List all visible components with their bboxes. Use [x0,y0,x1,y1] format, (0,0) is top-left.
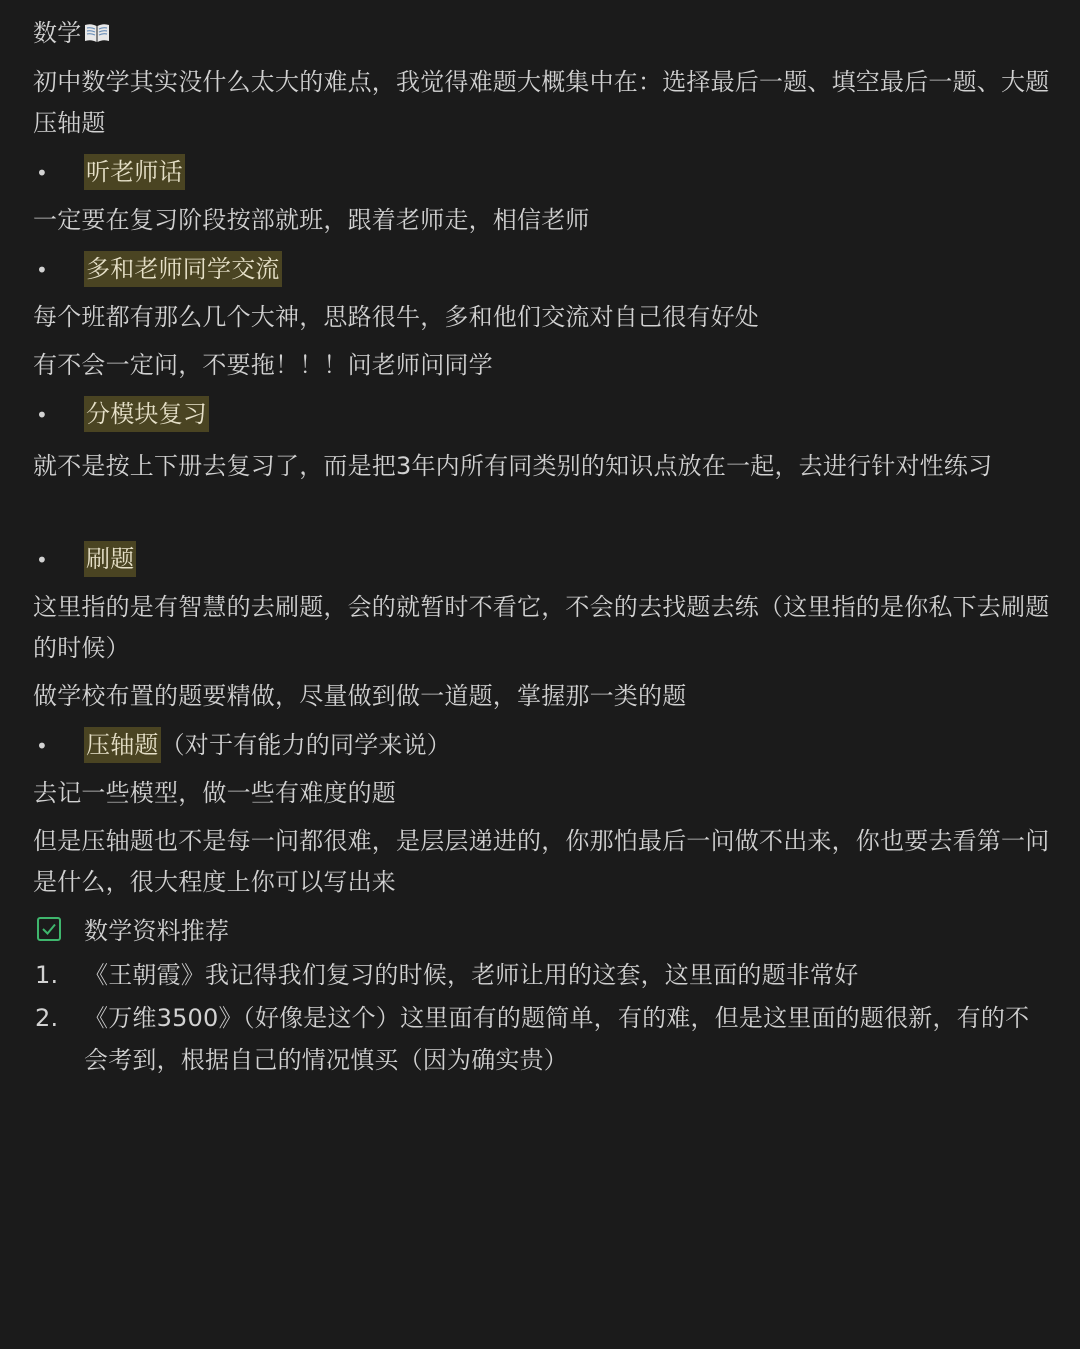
section-5-line-2: 但是压轴题也不是每一问都很难，是层层递进的，你那怕最后一问做不出来，你也要去看第一问是什么，很大程度上你可以写出来 [33,827,1050,896]
checkmark-icon [39,919,59,939]
section-1-line-1: 一定要在复习阶段按部就班，跟着老师走，相信老师 [33,206,590,234]
bullet-dot: • [36,403,48,427]
recommendation-1: 《王朝霞》我记得我们复习的时候，老师让用的这套，这里面的题非常好 [84,961,859,989]
highlighted-heading: 多和老师同学交流 [84,251,282,287]
section-2-line-2: 有不会一定问，不要拖！！！问老师问同学 [33,351,493,379]
section-5-line-1: 去记一些模型，做一些有难度的题 [33,779,396,807]
section-heading-4 [84,539,136,580]
heading-suffix: （对于有能力的同学来说） [160,731,452,759]
intro-paragraph: 初中数学其实没什么太大的难点，我觉得难题大概集中在：选择最后一题、填空最后一题、大题压轴题 [33,68,1050,137]
checklist-label: 数学资料推荐 [84,917,230,945]
section-heading-5 [84,725,451,766]
section-heading-1 [84,152,185,193]
section-2-line-1: 每个班都有那么几个大神，思路很牛，多和他们交流对自己很有好处 [33,303,759,331]
highlighted-heading: 压轴题 [84,727,161,763]
bullet-dot: • [36,734,48,758]
list-number-1: 1. [35,961,59,989]
list-number-2: 2. [35,1004,59,1032]
section-heading-3 [84,394,209,435]
recommendation-2: 《万维3500》（好像是这个）这里面有的题简单，有的难，但是这里面的题很新，有的不会考到，根据自己的情况慎买（因为确实贵） [84,1004,1030,1074]
section-3-line-1: 就不是按上下册去复习了，而是把3年内所有同类别的知识点放在一起，去进行针对性练习 [33,452,993,480]
section-4-line-1: 这里指的是有智慧的去刷题，会的就暂时不看它，不会的去找题去练（这里指的是你私下去刷题的时候） [33,593,1050,662]
section-4-line-2: 做学校布置的题要精做，尽量做到做一道题，掌握那一类的题 [33,682,687,710]
highlighted-heading: 听老师话 [84,154,185,190]
bullet-dot: • [36,548,48,572]
highlighted-heading: 分模块复习 [84,396,209,432]
open-book-icon [83,16,111,38]
note-title [33,13,1053,54]
checkbox-checked[interactable] [37,917,61,941]
bullet-dot: • [36,161,48,185]
highlighted-heading: 刷题 [84,541,136,577]
title-text: 数学 [33,19,82,47]
bullet-dot: • [36,258,48,282]
section-heading-2 [84,249,282,290]
